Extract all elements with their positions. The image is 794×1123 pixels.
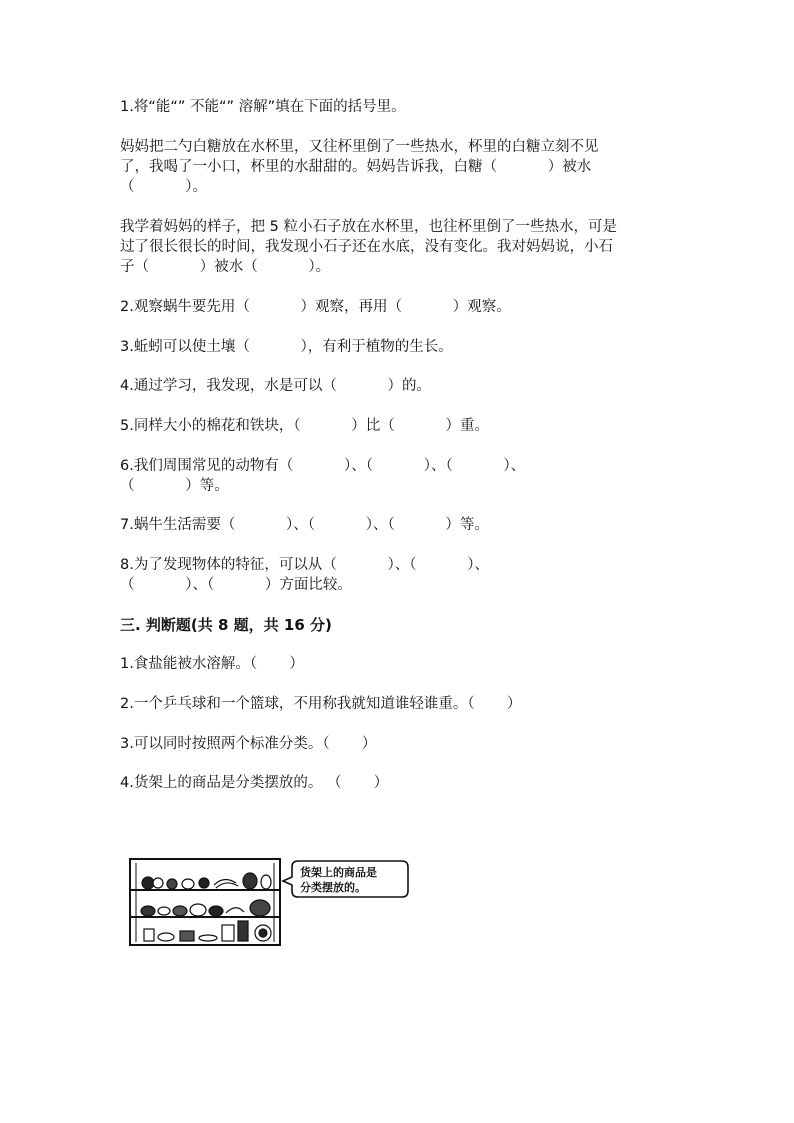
q1-para2-line3: 子（ ）被水（ ）。	[120, 259, 331, 275]
q7-text: 7.蜗牛生活需要（ ）、（ ）、（ ）等。	[120, 517, 489, 533]
kitchenware-goods	[144, 921, 271, 941]
q8-line1: 8.为了发现物体的特征，可以从（ ）、（ ）、	[120, 557, 489, 573]
q1-para1-line3: （ ）。	[120, 179, 207, 195]
q2-text: 2.观察蜗牛要先用（ ）观察，再用（ ）观察。	[120, 299, 511, 315]
q1-instruction: 1.将“能“” 不能“” 溶解”填在下面的括号里。	[120, 99, 406, 115]
shelf-illustration	[126, 845, 416, 950]
vegetable-goods	[141, 900, 270, 916]
q6-line1: 6.我们周围常见的动物有（ ）、（ ）、（ ）、	[120, 458, 526, 474]
fruit-goods	[142, 873, 271, 889]
q3-text: 3.蚯蚓可以使土壤（ ），有利于植物的生长。	[120, 339, 453, 355]
judge-item-3: 3.可以同时按照两个标准分类。（ ）	[120, 736, 377, 752]
q5-text: 5.同样大小的棉花和铁块，（ ）比（ ）重。	[120, 418, 489, 434]
q1-para2-line2: 过了很长很长的时间，我发现小石子还在水底，没有变化。我对妈妈说，小石	[120, 239, 613, 255]
judge-item-4: 4.货架上的商品是分类摆放的。 （ ）	[120, 775, 389, 791]
judge-section-title: 三. 判断题(共 8 题，共 16 分)	[120, 616, 332, 634]
speech-bubble-line2: 分类摆放的。	[300, 881, 366, 894]
q6-line2: （ ）等。	[120, 478, 229, 494]
q1-para1-line1: 妈妈把二勺白糖放在水杯里，又往杯里倒了一些热水，杯里的白糖立刻不见	[120, 139, 599, 155]
q1-para2-line1: 我学着妈妈的样子，把 5 粒小石子放在水杯里，也往杯里倒了一些热水，可是	[120, 219, 617, 235]
speech-bubble	[283, 861, 408, 897]
q4-text: 4.通过学习，我发现，水是可以（ ）的。	[120, 378, 432, 394]
judge-item-2: 2.一个乒乓球和一个篮球，不用称我就知道谁轻谁重。（ ）	[120, 696, 522, 712]
speech-bubble-line1: 货架上的商品是	[300, 866, 377, 879]
q1-para1-line2: 了，我喝了一小口，杯里的水甜甜的。妈妈告诉我，白糖（ ）被水	[120, 159, 592, 175]
q8-line2: （ ）、（ ）方面比较。	[120, 577, 352, 593]
judge-item-1: 1.食盐能被水溶解。（ ）	[120, 656, 304, 672]
